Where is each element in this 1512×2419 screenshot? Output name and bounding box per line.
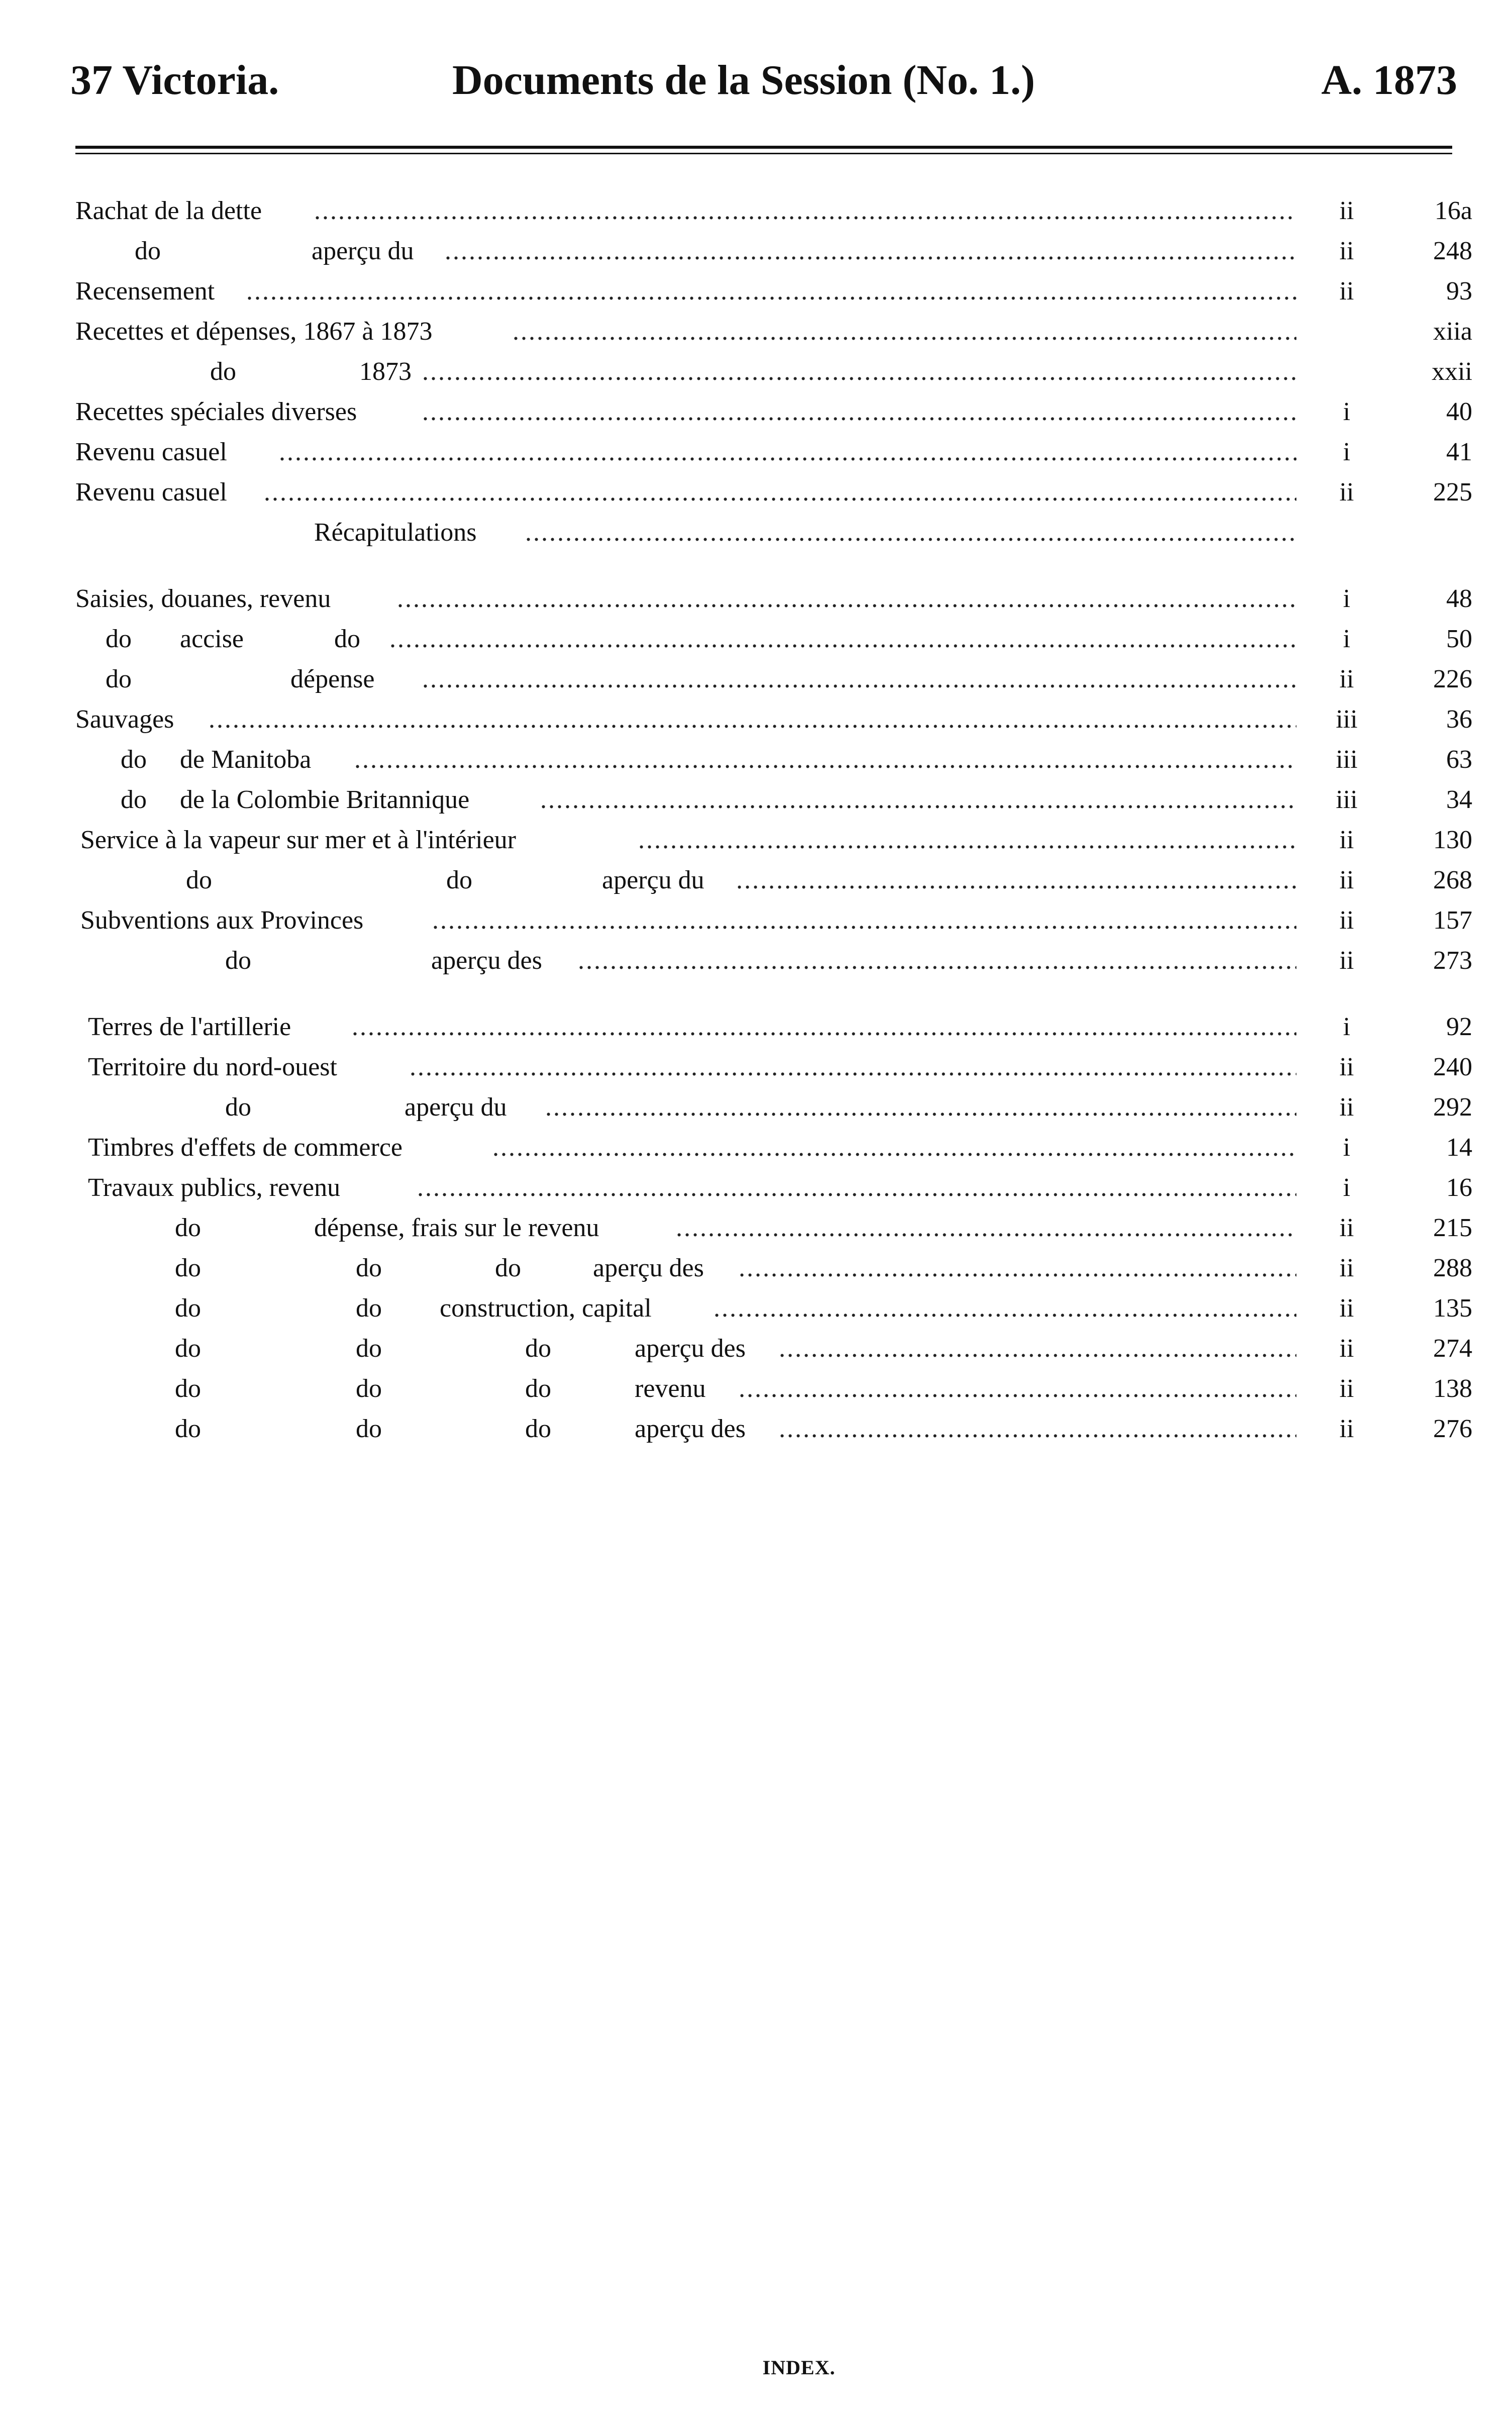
entry-label: aperçu des	[593, 1254, 704, 1282]
header-title: Documents de la Session (No. 1.)	[452, 57, 1035, 104]
entry-page: 48	[1446, 584, 1472, 613]
entry-volume: iii	[1336, 785, 1358, 814]
entry-label: aperçu du	[312, 237, 414, 265]
leader-dots	[638, 820, 1296, 860]
leader-dots	[352, 1007, 1296, 1047]
header-rule	[75, 146, 1452, 149]
header-rule-thin	[75, 153, 1452, 154]
entry-ditto: do	[106, 665, 132, 693]
index-entry	[0, 579, 1512, 619]
leader-dots	[525, 513, 1296, 553]
entry-ditto: do	[446, 866, 472, 894]
leader-dots	[545, 1087, 1296, 1128]
index-entry	[0, 472, 1512, 513]
leader-dots	[779, 1329, 1296, 1369]
entry-label: Recettes spéciales diverses	[75, 397, 357, 426]
entry-volume: ii	[1339, 1415, 1354, 1443]
leader-dots	[422, 659, 1296, 699]
entry-volume: ii	[1339, 866, 1354, 894]
entry-ditto: do	[356, 1334, 382, 1363]
entry-ditto: do	[175, 1334, 201, 1363]
index-entry	[0, 432, 1512, 472]
leader-dots	[209, 699, 1296, 740]
index-entry	[0, 740, 1512, 780]
entry-ditto: do	[121, 785, 147, 814]
entry-ditto: do	[175, 1374, 201, 1403]
entry-label: aperçu du	[602, 866, 704, 894]
leader-dots	[492, 1128, 1296, 1168]
entry-label: dépense, frais sur le revenu	[314, 1214, 599, 1242]
leader-dots	[410, 1047, 1296, 1087]
entry-label: aperçu des	[635, 1334, 746, 1363]
entry-page: 135	[1433, 1294, 1472, 1323]
entry-volume: i	[1343, 584, 1351, 613]
entry-page: 34	[1446, 785, 1472, 814]
index-entry	[0, 1087, 1512, 1128]
entry-ditto: do	[356, 1374, 382, 1403]
leader-dots	[397, 579, 1296, 619]
entry-page: 215	[1433, 1214, 1472, 1242]
leader-dots	[264, 472, 1296, 513]
entry-label: Revenu casuel	[75, 438, 227, 466]
header-year: A. 1873	[1321, 57, 1457, 104]
entry-label: Revenu casuel	[75, 478, 227, 507]
index-entry	[0, 191, 1512, 231]
entry-page: 276	[1433, 1415, 1472, 1443]
entry-page: 14	[1446, 1133, 1472, 1162]
entry-ditto: do	[175, 1415, 201, 1443]
entry-label: dépense	[290, 665, 375, 693]
leader-dots	[736, 860, 1296, 900]
entry-volume: ii	[1339, 1254, 1354, 1282]
entry-volume: i	[1343, 1173, 1351, 1202]
leader-dots	[513, 312, 1296, 352]
leader-dots	[578, 941, 1296, 981]
index-entry	[0, 1369, 1512, 1409]
leader-dots	[676, 1208, 1296, 1248]
entry-ditto: do	[356, 1294, 382, 1323]
entry-page: xxii	[1432, 357, 1472, 386]
index-entry	[0, 312, 1512, 352]
index-entry	[0, 780, 1512, 820]
section-gap	[0, 553, 1512, 579]
index-entry	[0, 1248, 1512, 1288]
index-entry	[0, 1168, 1512, 1208]
entry-volume: ii	[1339, 906, 1354, 935]
index-entry	[0, 1409, 1512, 1449]
entry-page: 40	[1446, 397, 1472, 426]
entry-page: 248	[1433, 237, 1472, 265]
entry-volume: ii	[1339, 1294, 1354, 1323]
entry-volume: i	[1343, 438, 1351, 466]
entry-volume: ii	[1339, 1374, 1354, 1403]
entry-ditto: do	[334, 625, 360, 653]
entry-label: aperçu des	[635, 1415, 746, 1443]
leader-dots	[246, 271, 1296, 312]
entry-page: 16a	[1434, 196, 1472, 225]
index-entry	[0, 699, 1512, 740]
entry-label: Travaux publics, revenu	[88, 1173, 341, 1202]
entry-label: Saisies, douanes, revenu	[75, 584, 331, 613]
entry-volume: ii	[1339, 1053, 1354, 1081]
entry-page: 225	[1433, 478, 1472, 507]
entry-page: 240	[1433, 1053, 1472, 1081]
entry-ditto: do	[525, 1415, 551, 1443]
index-entry	[0, 231, 1512, 271]
index-entry	[0, 352, 1512, 392]
entry-volume: i	[1343, 625, 1351, 653]
entry-page: 226	[1433, 665, 1472, 693]
index-entries	[0, 191, 1512, 1449]
entry-volume: ii	[1339, 1214, 1354, 1242]
entry-volume: ii	[1339, 196, 1354, 225]
entry-ditto: do	[175, 1214, 201, 1242]
entry-label: Récapitulations	[314, 518, 477, 547]
entry-label: de Manitoba	[180, 745, 312, 774]
entry-label: de la Colombie Britannique	[180, 785, 470, 814]
entry-page: 157	[1433, 906, 1472, 935]
entry-page: 92	[1446, 1013, 1472, 1041]
entry-ditto: do	[356, 1254, 382, 1282]
leader-dots	[739, 1248, 1296, 1288]
entry-page: 292	[1433, 1093, 1472, 1122]
entry-volume: ii	[1339, 946, 1354, 975]
entry-ditto: do	[121, 745, 147, 774]
entry-page: 36	[1446, 705, 1472, 734]
entry-label: Service à la vapeur sur mer et à l'intérieur	[80, 826, 516, 854]
entry-page: 50	[1446, 625, 1472, 653]
leader-dots	[354, 740, 1296, 780]
entry-volume: i	[1343, 1013, 1351, 1041]
entry-volume: ii	[1339, 665, 1354, 693]
entry-label: Territoire du nord-ouest	[88, 1053, 337, 1081]
entry-label: construction, capital	[440, 1294, 652, 1323]
entry-label: aperçu du	[405, 1093, 507, 1122]
page-footer: INDEX.	[762, 2356, 836, 2379]
index-entry	[0, 659, 1512, 699]
entry-ditto: do	[495, 1254, 521, 1282]
entry-volume: ii	[1339, 826, 1354, 854]
entry-label: Recensement	[75, 277, 215, 306]
entry-page: 63	[1446, 745, 1472, 774]
index-entry	[0, 941, 1512, 981]
entry-label: 1873	[359, 357, 412, 386]
entry-page: 288	[1433, 1254, 1472, 1282]
header-volume: 37 Victoria.	[70, 57, 279, 104]
leader-dots	[314, 191, 1296, 231]
index-entry	[0, 1128, 1512, 1168]
entry-ditto: do	[175, 1254, 201, 1282]
entry-volume: i	[1343, 1133, 1351, 1162]
leader-dots	[739, 1369, 1296, 1409]
entry-volume: iii	[1336, 745, 1358, 774]
entry-label: Subventions aux Provinces	[80, 906, 364, 935]
entry-label: Timbres d'effets de commerce	[88, 1133, 402, 1162]
entry-ditto: do	[525, 1374, 551, 1403]
leader-dots	[540, 780, 1296, 820]
entry-ditto: do	[356, 1415, 382, 1443]
entry-volume: ii	[1339, 1093, 1354, 1122]
leader-dots	[389, 619, 1296, 659]
entry-page: 130	[1433, 826, 1472, 854]
entry-ditto: do	[210, 357, 236, 386]
page-header	[70, 55, 1457, 111]
entry-page: xiia	[1433, 317, 1472, 346]
entry-volume: iii	[1336, 705, 1358, 734]
entry-page: 41	[1446, 438, 1472, 466]
entry-label: Rachat de la dette	[75, 196, 262, 225]
index-entry	[0, 860, 1512, 900]
leader-dots	[779, 1409, 1296, 1449]
entry-label: revenu	[635, 1374, 706, 1403]
index-entry	[0, 1208, 1512, 1248]
entry-label: Terres de l'artillerie	[88, 1013, 291, 1041]
leader-dots	[279, 432, 1296, 472]
index-entry	[0, 1047, 1512, 1087]
entry-label: Recettes et dépenses, 1867 à 1873	[75, 317, 433, 346]
entry-label: Sauvages	[75, 705, 174, 734]
index-entry	[0, 820, 1512, 860]
entry-page: 268	[1433, 866, 1472, 894]
leader-dots	[432, 900, 1296, 941]
index-entry	[0, 513, 1512, 553]
entry-volume: ii	[1339, 478, 1354, 507]
section-gap	[0, 981, 1512, 1007]
entry-ditto: do	[175, 1294, 201, 1323]
entry-volume: ii	[1339, 1334, 1354, 1363]
entry-ditto: do	[525, 1334, 551, 1363]
entry-label: accise	[180, 625, 244, 653]
entry-page: 273	[1433, 946, 1472, 975]
leader-dots	[445, 231, 1296, 271]
entry-ditto: do	[135, 237, 161, 265]
entry-ditto: do	[186, 866, 212, 894]
entry-volume: ii	[1339, 237, 1354, 265]
entry-label: aperçu des	[431, 946, 542, 975]
entry-page: 274	[1433, 1334, 1472, 1363]
leader-dots	[422, 352, 1296, 392]
entry-ditto: do	[106, 625, 132, 653]
entry-page: 16	[1446, 1173, 1472, 1202]
index-entry	[0, 619, 1512, 659]
entry-page: 138	[1433, 1374, 1472, 1403]
index-entry	[0, 1288, 1512, 1329]
leader-dots	[417, 1168, 1296, 1208]
index-entry	[0, 900, 1512, 941]
leader-dots	[714, 1288, 1296, 1329]
entry-page: 93	[1446, 277, 1472, 306]
index-entry	[0, 1329, 1512, 1369]
index-entry	[0, 1007, 1512, 1047]
leader-dots	[422, 392, 1296, 432]
entry-volume: ii	[1339, 277, 1354, 306]
entry-ditto: do	[225, 946, 251, 975]
entry-ditto: do	[225, 1093, 251, 1122]
index-entry	[0, 392, 1512, 432]
entry-volume: i	[1343, 397, 1351, 426]
index-entry	[0, 271, 1512, 312]
